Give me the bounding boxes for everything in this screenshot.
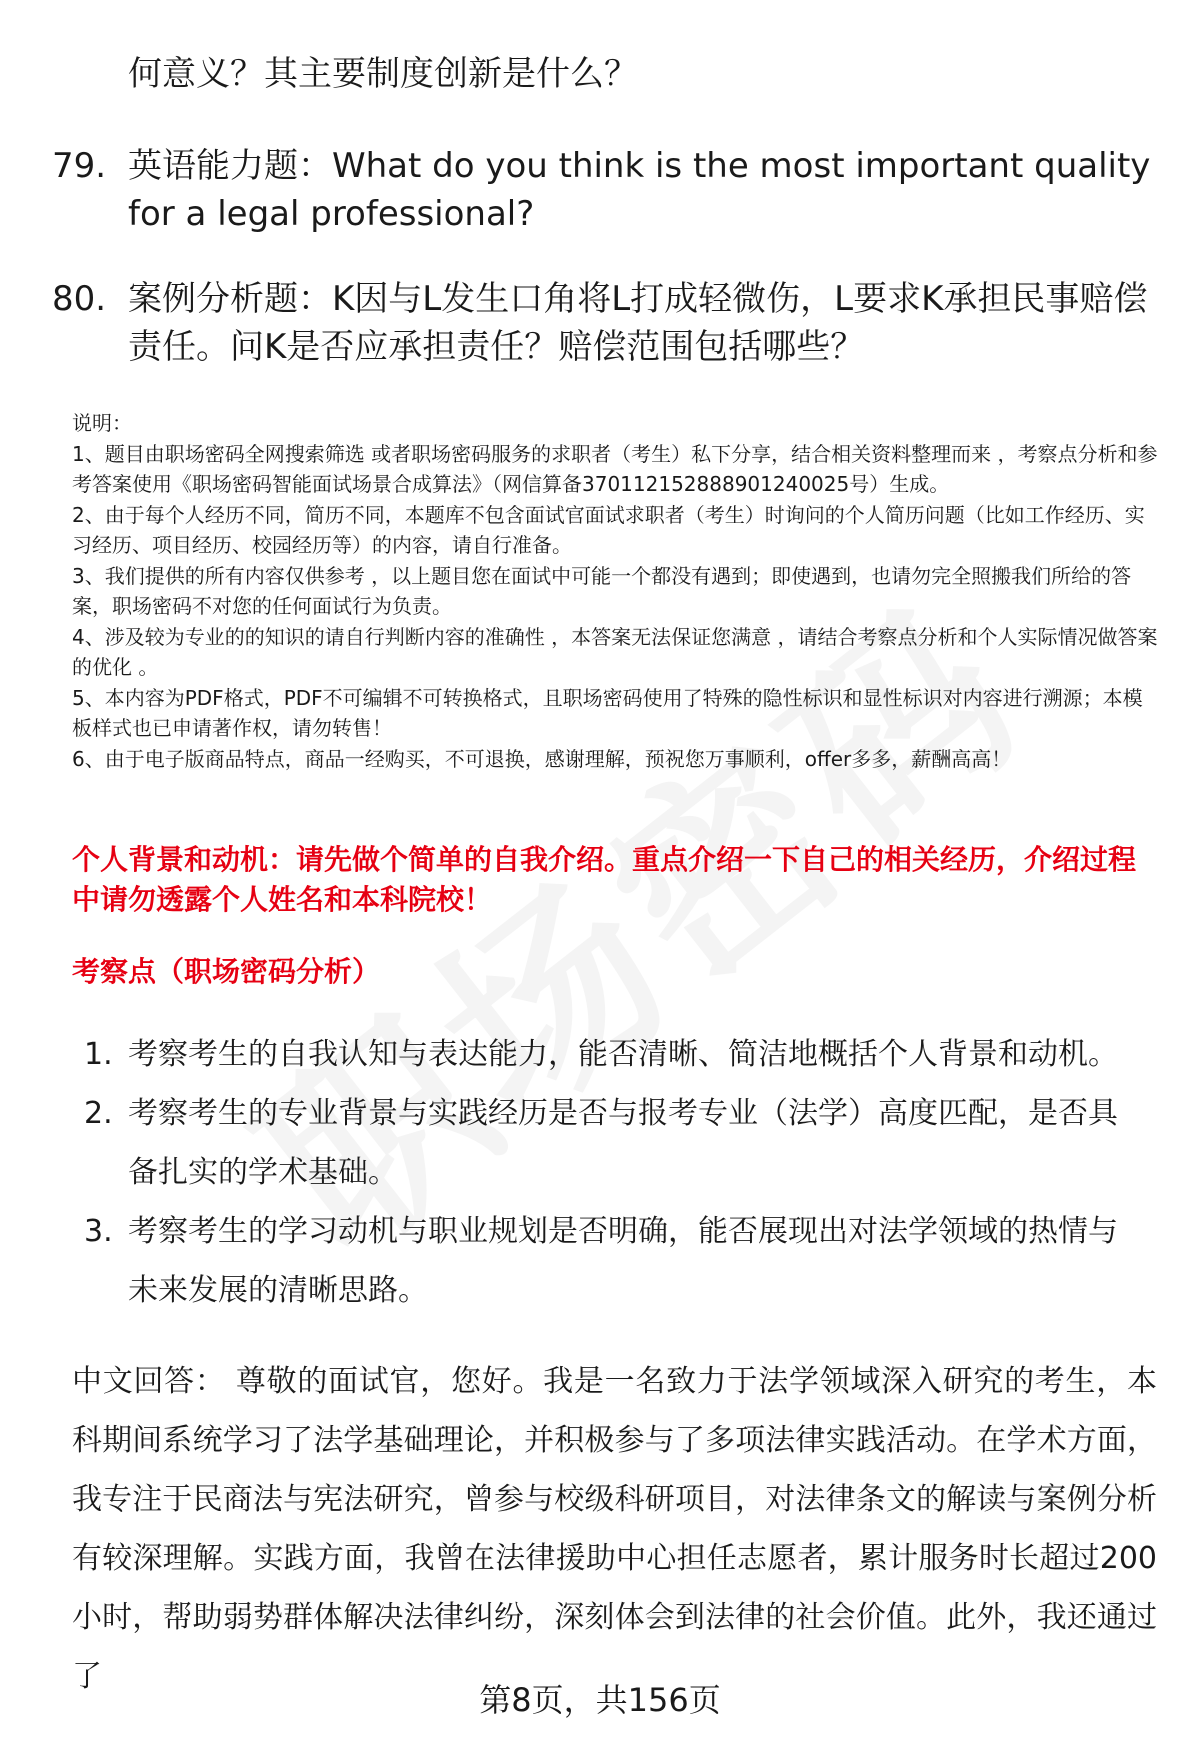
list-item	[84, 1025, 1144, 1084]
list-item-text: 考察考生的自我认知与表达能力，能否清晰、简洁地概括个人背景和动机。	[128, 1037, 1118, 1072]
list-item-number: 2.	[84, 1096, 113, 1131]
list-item	[84, 1202, 1144, 1320]
note-item: 4、涉及较为专业的的知识的请自行判断内容的准确性 ，本答案无法保证您满意 ，请结合考察点分析和个人实际情况做答案的优化 。	[72, 624, 1158, 679]
note-item: 6、由于电子版商品特点，商品一经购买，不可退换，感谢理解，预祝您万事顺利，offer多多，薪酬高高！	[72, 746, 1012, 771]
notes-title: 说明：	[72, 411, 132, 435]
question-text: 英语能力题：What do you think is the most important quality for a legal professional?	[128, 146, 1151, 234]
check-points-list	[84, 1025, 1144, 1320]
question-number: 79.	[52, 146, 107, 186]
check-points-title: 考察点（职场密码分析）	[72, 955, 381, 988]
list-item-text: 考察考生的专业背景与实践经历是否与报考专业（法学）高度匹配，是否具备扎实的学术基础。	[128, 1096, 1118, 1190]
question-text: 案例分析题：K因与L发生口角将L打成轻微伤，L要求K承担民事赔偿责任。问K是否应承担责任？赔偿范围包括哪些？	[128, 279, 1148, 367]
question-number: 80.	[52, 279, 107, 319]
page-number-footer: 第8页，共156页	[479, 1681, 721, 1719]
note-item: 1、题目由职场密码全网搜索筛选 或者职场密码服务的求职者（考生）私下分享，结合相关资料整理而来 ，考察点分析和参考答案使用《职场密码智能面试场景合成算法》（网信算备370112152888901240025号）生成。	[72, 441, 1158, 496]
note-item: 5、本内容为PDF格式，PDF不可编辑不可转换格式，且职场密码使用了特殊的隐性标识和显性标识对内容进行溯源；本模板样式也已申请著作权，请勿转售！	[72, 685, 1143, 740]
note-item: 3、我们提供的所有内容仅供参考 ，以上题目您在面试中可能一个都没有遇到；即使遇到，也请勿完全照搬我们所给的答案，职场密码不对您的任何面试行为负责。	[72, 563, 1132, 618]
question-79	[52, 142, 1152, 238]
list-item-text: 考察考生的学习动机与职业规划是否明确，能否展现出对法学领域的热情与未来发展的清晰思路。	[128, 1214, 1118, 1308]
list-item-number: 1.	[84, 1037, 113, 1072]
note-item: 2、由于每个人经历不同，简历不同，本题库不包含面试官面试求职者（考生）时询问的个人简历问题（比如工作经历、实习经历、项目经历、校园经历等）的内容，请自行准备。	[72, 502, 1145, 557]
question-80	[52, 275, 1152, 371]
motivation-heading: 个人背景和动机：请先做个简单的自我介绍。重点介绍一下自己的相关经历，介绍过程中请勿透露个人姓名和本科院校！	[72, 843, 1137, 916]
answer-paragraph: 中文回答： 尊敬的面试官，您好。我是一名致力于法学领域深入研究的考生，本科期间系统学习了法学基础理论，并积极参与了多项法律实践活动。在学术方面，我专注于民商法与宪法研究，曾参与校级科研项目，对法律条文的解读与案例分析有较深理解。实践方面，我曾在法律援助中心担任志愿者，累计服务时长超过200小时，帮助弱势群体解决法律纠纷，深刻体会到法律的社会价值。此外，我还通过了	[72, 1364, 1157, 1694]
list-item-number: 3.	[84, 1214, 113, 1249]
question-continuation: 何意义？其主要制度创新是什么？	[128, 54, 638, 94]
list-item	[84, 1084, 1144, 1202]
notes-section	[72, 408, 1162, 774]
